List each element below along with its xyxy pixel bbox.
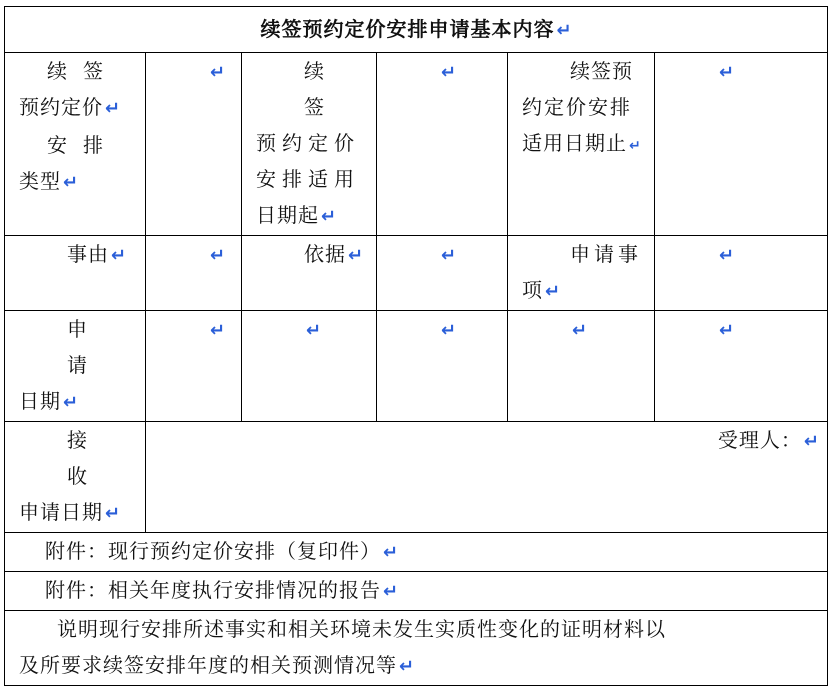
label-end-date: 续签预 约定价安排 适用日期止 ↵ <box>508 53 655 236</box>
return-mark-icon: ↵ <box>348 245 364 266</box>
note-row <box>5 611 828 686</box>
value-start-date[interactable] <box>377 53 508 236</box>
return-mark-icon: ↵ <box>321 206 337 227</box>
value-end-date[interactable] <box>655 53 828 236</box>
label-application-date: 申请 日期 ↵ <box>5 311 146 422</box>
value-reason[interactable] <box>146 236 242 311</box>
value-renewal-type[interactable] <box>146 53 242 236</box>
return-mark-icon: ↵ <box>441 245 457 266</box>
label-renewal-type: 续签 预约定价 ↵ 安排 类型 ↵ <box>5 53 146 236</box>
return-mark-icon: ↵ <box>105 503 121 524</box>
label-basis: 依据 ↵ <box>242 236 377 311</box>
note-line-2: 及所要求续签安排年度的相关预测情况等 <box>19 653 397 677</box>
return-mark-icon: ↵ <box>629 138 641 154</box>
value-application-date-3[interactable] <box>377 311 508 422</box>
return-mark-icon: ↵ <box>63 172 79 193</box>
return-mark-icon: ↵ <box>383 542 399 563</box>
return-mark-icon: ↵ <box>719 245 735 266</box>
form-title-cell <box>5 7 828 53</box>
label-receive-date: 接收 申请日期 ↵ <box>5 422 146 533</box>
return-mark-icon: ↵ <box>210 62 226 83</box>
value-application-date-5[interactable] <box>655 311 828 422</box>
return-mark-icon: ↵ <box>111 245 127 266</box>
return-mark-icon: ↵ <box>383 581 399 602</box>
return-mark-icon: ↵ <box>306 320 322 341</box>
return-mark-icon: ↵ <box>210 320 226 341</box>
value-application-item[interactable] <box>655 236 828 311</box>
renewal-application-form <box>4 6 828 686</box>
value-basis[interactable] <box>377 236 508 311</box>
value-application-date-1[interactable] <box>146 311 242 422</box>
attachment-1-row <box>5 533 828 572</box>
return-mark-icon: ↵ <box>545 281 561 302</box>
form-title: 续签预约定价安排申请基本内容 <box>260 16 555 41</box>
return-mark-icon: ↵ <box>63 392 79 413</box>
return-mark-icon: ↵ <box>803 431 819 452</box>
return-mark-icon: ↵ <box>441 62 457 83</box>
label-reason: 事由 ↵ <box>5 236 146 311</box>
return-mark-icon: ↵ <box>105 98 121 119</box>
label-start-date: 续签 预约定价 安排适用 日期起 ↵ <box>242 53 377 236</box>
attachment-2-text: 附件：相关年度执行安排情况的报告 <box>45 578 381 602</box>
return-mark-icon: ↵ <box>441 320 457 341</box>
attachment-1-text: 附件：现行预约定价安排（复印件） <box>45 539 381 563</box>
note-line-1: 说明现行安排所述事实和相关环境未发生实质性变化的证明材料以 <box>57 617 666 641</box>
return-mark-icon: ↵ <box>719 62 735 83</box>
return-mark-icon: ↵ <box>572 320 588 341</box>
return-mark-icon: ↵ <box>719 320 735 341</box>
attachment-2-row <box>5 572 828 611</box>
value-application-date-2[interactable] <box>242 311 377 422</box>
value-application-date-4[interactable] <box>508 311 655 422</box>
label-application-item: 申请事 项 ↵ <box>508 236 655 311</box>
return-mark-icon: ↵ <box>210 245 226 266</box>
receiver-label: 受理人： <box>717 428 802 452</box>
receiver-cell[interactable] <box>146 422 828 533</box>
return-mark-icon: ↵ <box>399 656 415 677</box>
return-mark-icon: ↵ <box>556 19 572 41</box>
